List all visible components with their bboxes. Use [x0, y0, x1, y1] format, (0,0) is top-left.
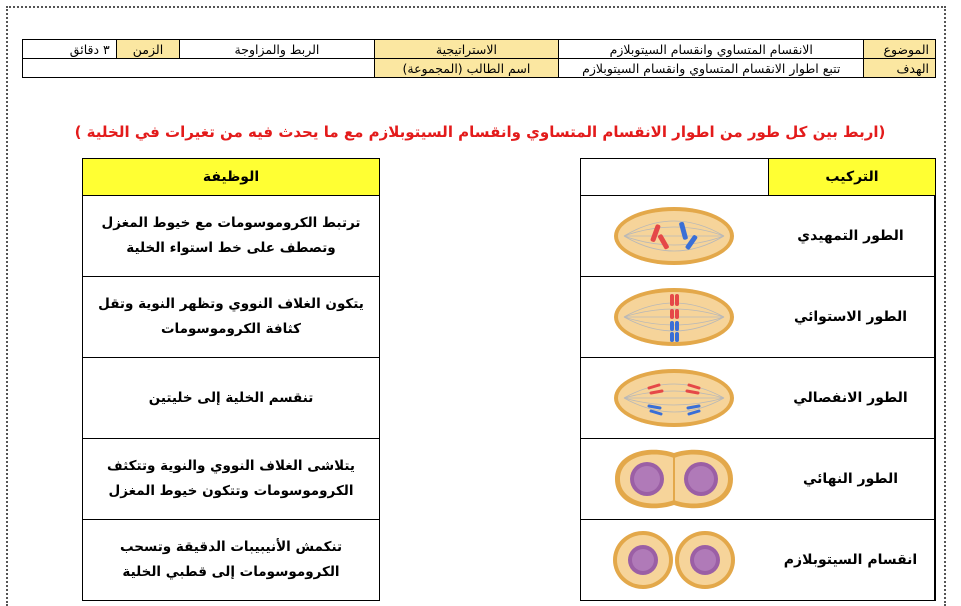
structure-name[interactable]: انقسام السيتوبلازم [767, 520, 935, 600]
image-header-blank [581, 159, 769, 195]
structure-name[interactable]: الطور التمهيدي [767, 196, 935, 276]
structure-header: التركيب [769, 159, 935, 195]
prophase-cell-icon [581, 196, 767, 276]
activity-instructions: (اربط بين كل طور من اطوار الانقسام المتساوي وانقسام السيتوبلازم مع ما يحدث فيه من تغيرات في الخلية ) [74, 123, 886, 141]
anaphase-cell-icon [581, 358, 767, 438]
function-item[interactable]: يتكون الغلاف النووي وتظهر النوية وتقل كثافة الكروموسومات [83, 277, 379, 358]
structure-row-metaphase [581, 277, 935, 358]
structure-row-prophase [581, 196, 935, 277]
function-item[interactable]: ترتبط الكروموسومات مع خيوط المغزل وتصطف على خط استواء الخلية [83, 196, 379, 277]
structure-name[interactable]: الطور الاستوائي [767, 277, 935, 357]
goal-label: الهدف [864, 59, 936, 78]
function-item[interactable]: يتلاشى الغلاف النووي والنوية وتتكثف الكروموسومات وتتكون خيوط المغزل [83, 439, 379, 520]
function-column [82, 158, 380, 601]
time-value: ٣ دقائق [23, 40, 117, 59]
structure-name[interactable]: الطور النهائي [767, 439, 935, 519]
student-value-field[interactable] [23, 59, 375, 78]
structure-row-telophase [581, 439, 935, 520]
time-label: الزمن [116, 40, 179, 59]
structure-column [580, 158, 936, 601]
goal-value: تتبع اطوار الانقسام المتساوي وانقسام السيتوبلازم [559, 59, 864, 78]
student-label: اسم الطالب (المجموعة) [374, 59, 558, 78]
structure-row-anaphase [581, 358, 935, 439]
lesson-header-table [22, 39, 936, 78]
topic-value: الانقسام المتساوي وانقسام السيتوبلازم [559, 40, 864, 59]
cytokinesis-cells-icon [581, 520, 767, 600]
telophase-cell-icon [581, 439, 767, 519]
function-item[interactable]: تنكمش الأنيبيبات الدقيقة وتسحب الكروموسومات إلى قطبي الخلية [119, 539, 343, 580]
structure-row-cytokinesis [581, 520, 935, 600]
function-item[interactable]: تنقسم الخلية إلى خليتين [83, 358, 379, 439]
metaphase-cell-icon [581, 277, 767, 357]
structure-name[interactable]: الطور الانفصالي [767, 358, 935, 438]
strategy-label: الاستراتيجية [374, 40, 558, 59]
strategy-value: الربط والمزاوجة [180, 40, 374, 59]
function-header: الوظيفة [83, 159, 379, 196]
topic-label: الموضوع [864, 40, 936, 59]
